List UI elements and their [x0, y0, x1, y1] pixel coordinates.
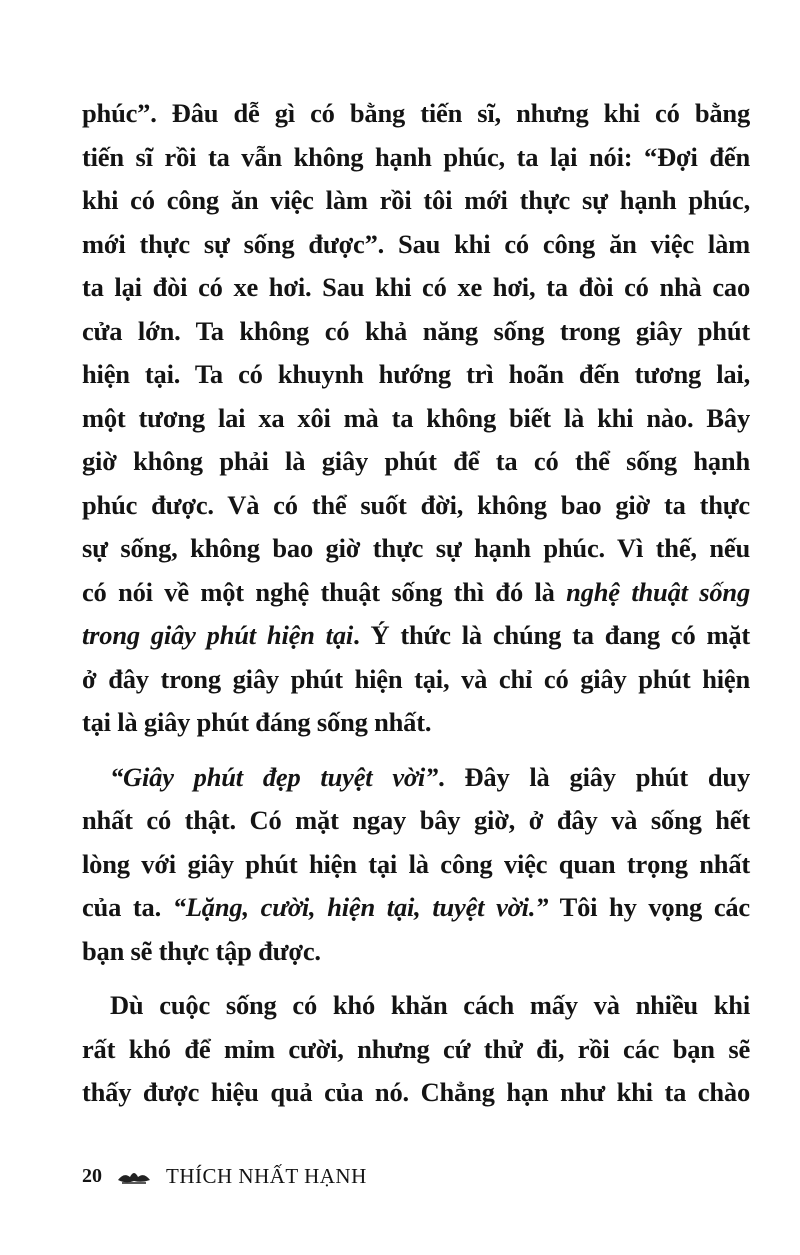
text-segment: giờ không phải là giây phút để ta có thể sống hạnh	[82, 446, 750, 476]
page-footer	[82, 1164, 367, 1189]
text-line	[82, 92, 750, 136]
text-segment: khi có công ăn việc làm rồi tôi mới thực sự hạnh phúc,	[82, 185, 750, 215]
text-segment: thấy được hiệu quả của nó. Chẳng hạn như khi ta chào	[82, 1077, 750, 1107]
italic-text: trong giây phút hiện tại	[82, 620, 354, 650]
text-line	[82, 658, 750, 702]
text-segment: phúc được. Và có thể suốt đời, không bao giờ ta thực	[82, 489, 750, 520]
text-line	[82, 179, 750, 223]
page-body	[82, 92, 750, 1115]
text-segment: Tôi hy vọng các	[548, 892, 750, 922]
text-segment: hiện tại. Ta có khuynh hướng trì hoãn đến tương lai,	[82, 359, 750, 389]
text-line	[82, 930, 750, 974]
page-number: 20	[82, 1165, 102, 1187]
text-segment: rất khó để mỉm cười, nhưng cứ thử đi, rồi các bạn sẽ	[82, 1033, 750, 1064]
paragraph	[82, 984, 750, 1115]
text-segment: . Đây là giây phút duy	[438, 761, 750, 792]
text-line	[82, 984, 750, 1028]
text-line	[82, 223, 750, 267]
text-line	[82, 614, 750, 658]
lotus-ornament-icon	[116, 1168, 152, 1186]
text-segment: có nói về một nghệ thuật sống thì đó là	[82, 576, 567, 607]
paragraph	[82, 756, 750, 974]
text-segment: nhất có thật. Có mặt ngay bây giờ, ở đây và sống hết	[82, 805, 750, 835]
text-line	[82, 1071, 750, 1115]
text-line	[82, 136, 750, 180]
text-segment: tiến sĩ rồi ta vẫn không hạnh phúc, ta lại nói: “Đợi đến	[82, 141, 750, 172]
italic-text: nghệ thuật sống	[566, 576, 751, 607]
author-name: THÍCH NHẤT HẠNH	[166, 1164, 367, 1188]
text-line	[82, 843, 750, 887]
text-line	[82, 440, 750, 484]
text-line	[82, 799, 750, 843]
text-line	[82, 266, 750, 310]
text-line	[82, 397, 750, 441]
text-segment: sự sống, không bao giờ thực sự hạnh phúc. Vì thế, nếu	[82, 533, 750, 563]
paragraph	[82, 92, 750, 745]
text-segment: lòng với giây phút hiện tại là công việc quan trọng nhất	[82, 848, 750, 879]
text-segment: ta lại đòi có xe hơi. Sau khi có xe hơi, ta đòi có nhà cao	[82, 272, 750, 302]
text-segment: . Ý thức là chúng ta đang có mặt	[353, 620, 751, 650]
text-line	[82, 886, 750, 930]
text-line	[82, 756, 750, 800]
text-line	[82, 701, 750, 745]
text-line	[82, 484, 750, 528]
text-line	[82, 353, 750, 397]
text-segment: ở đây trong giây phút hiện tại, và chỉ có giây phút hiện	[82, 663, 750, 694]
text-segment: một tương lai xa xôi mà ta không biết là khi nào. Bây	[82, 402, 750, 433]
text-line	[82, 1028, 750, 1072]
text-segment: cửa lớn. Ta không có khả năng sống trong giây phút	[82, 315, 750, 346]
text-segment: bạn sẽ thực tập được.	[82, 935, 321, 966]
italic-text: “Giây phút đẹp tuyệt vời”	[110, 761, 439, 792]
text-segment: của ta.	[82, 892, 173, 922]
text-segment: Dù cuộc sống có khó khăn cách mấy và nhiều khi	[110, 990, 750, 1020]
italic-text: “Lặng, cười, hiện tại, tuyệt vời.”	[172, 892, 549, 922]
text-segment: mới thực sự sống được”. Sau khi có công ăn việc làm	[82, 228, 750, 259]
text-line	[82, 310, 750, 354]
text-line	[82, 527, 750, 571]
text-segment: tại là giây phút đáng sống nhất.	[82, 707, 432, 737]
text-segment: phúc”. Đâu dễ gì có bằng tiến sĩ, nhưng khi có bằng	[82, 98, 750, 128]
text-line	[82, 571, 750, 615]
